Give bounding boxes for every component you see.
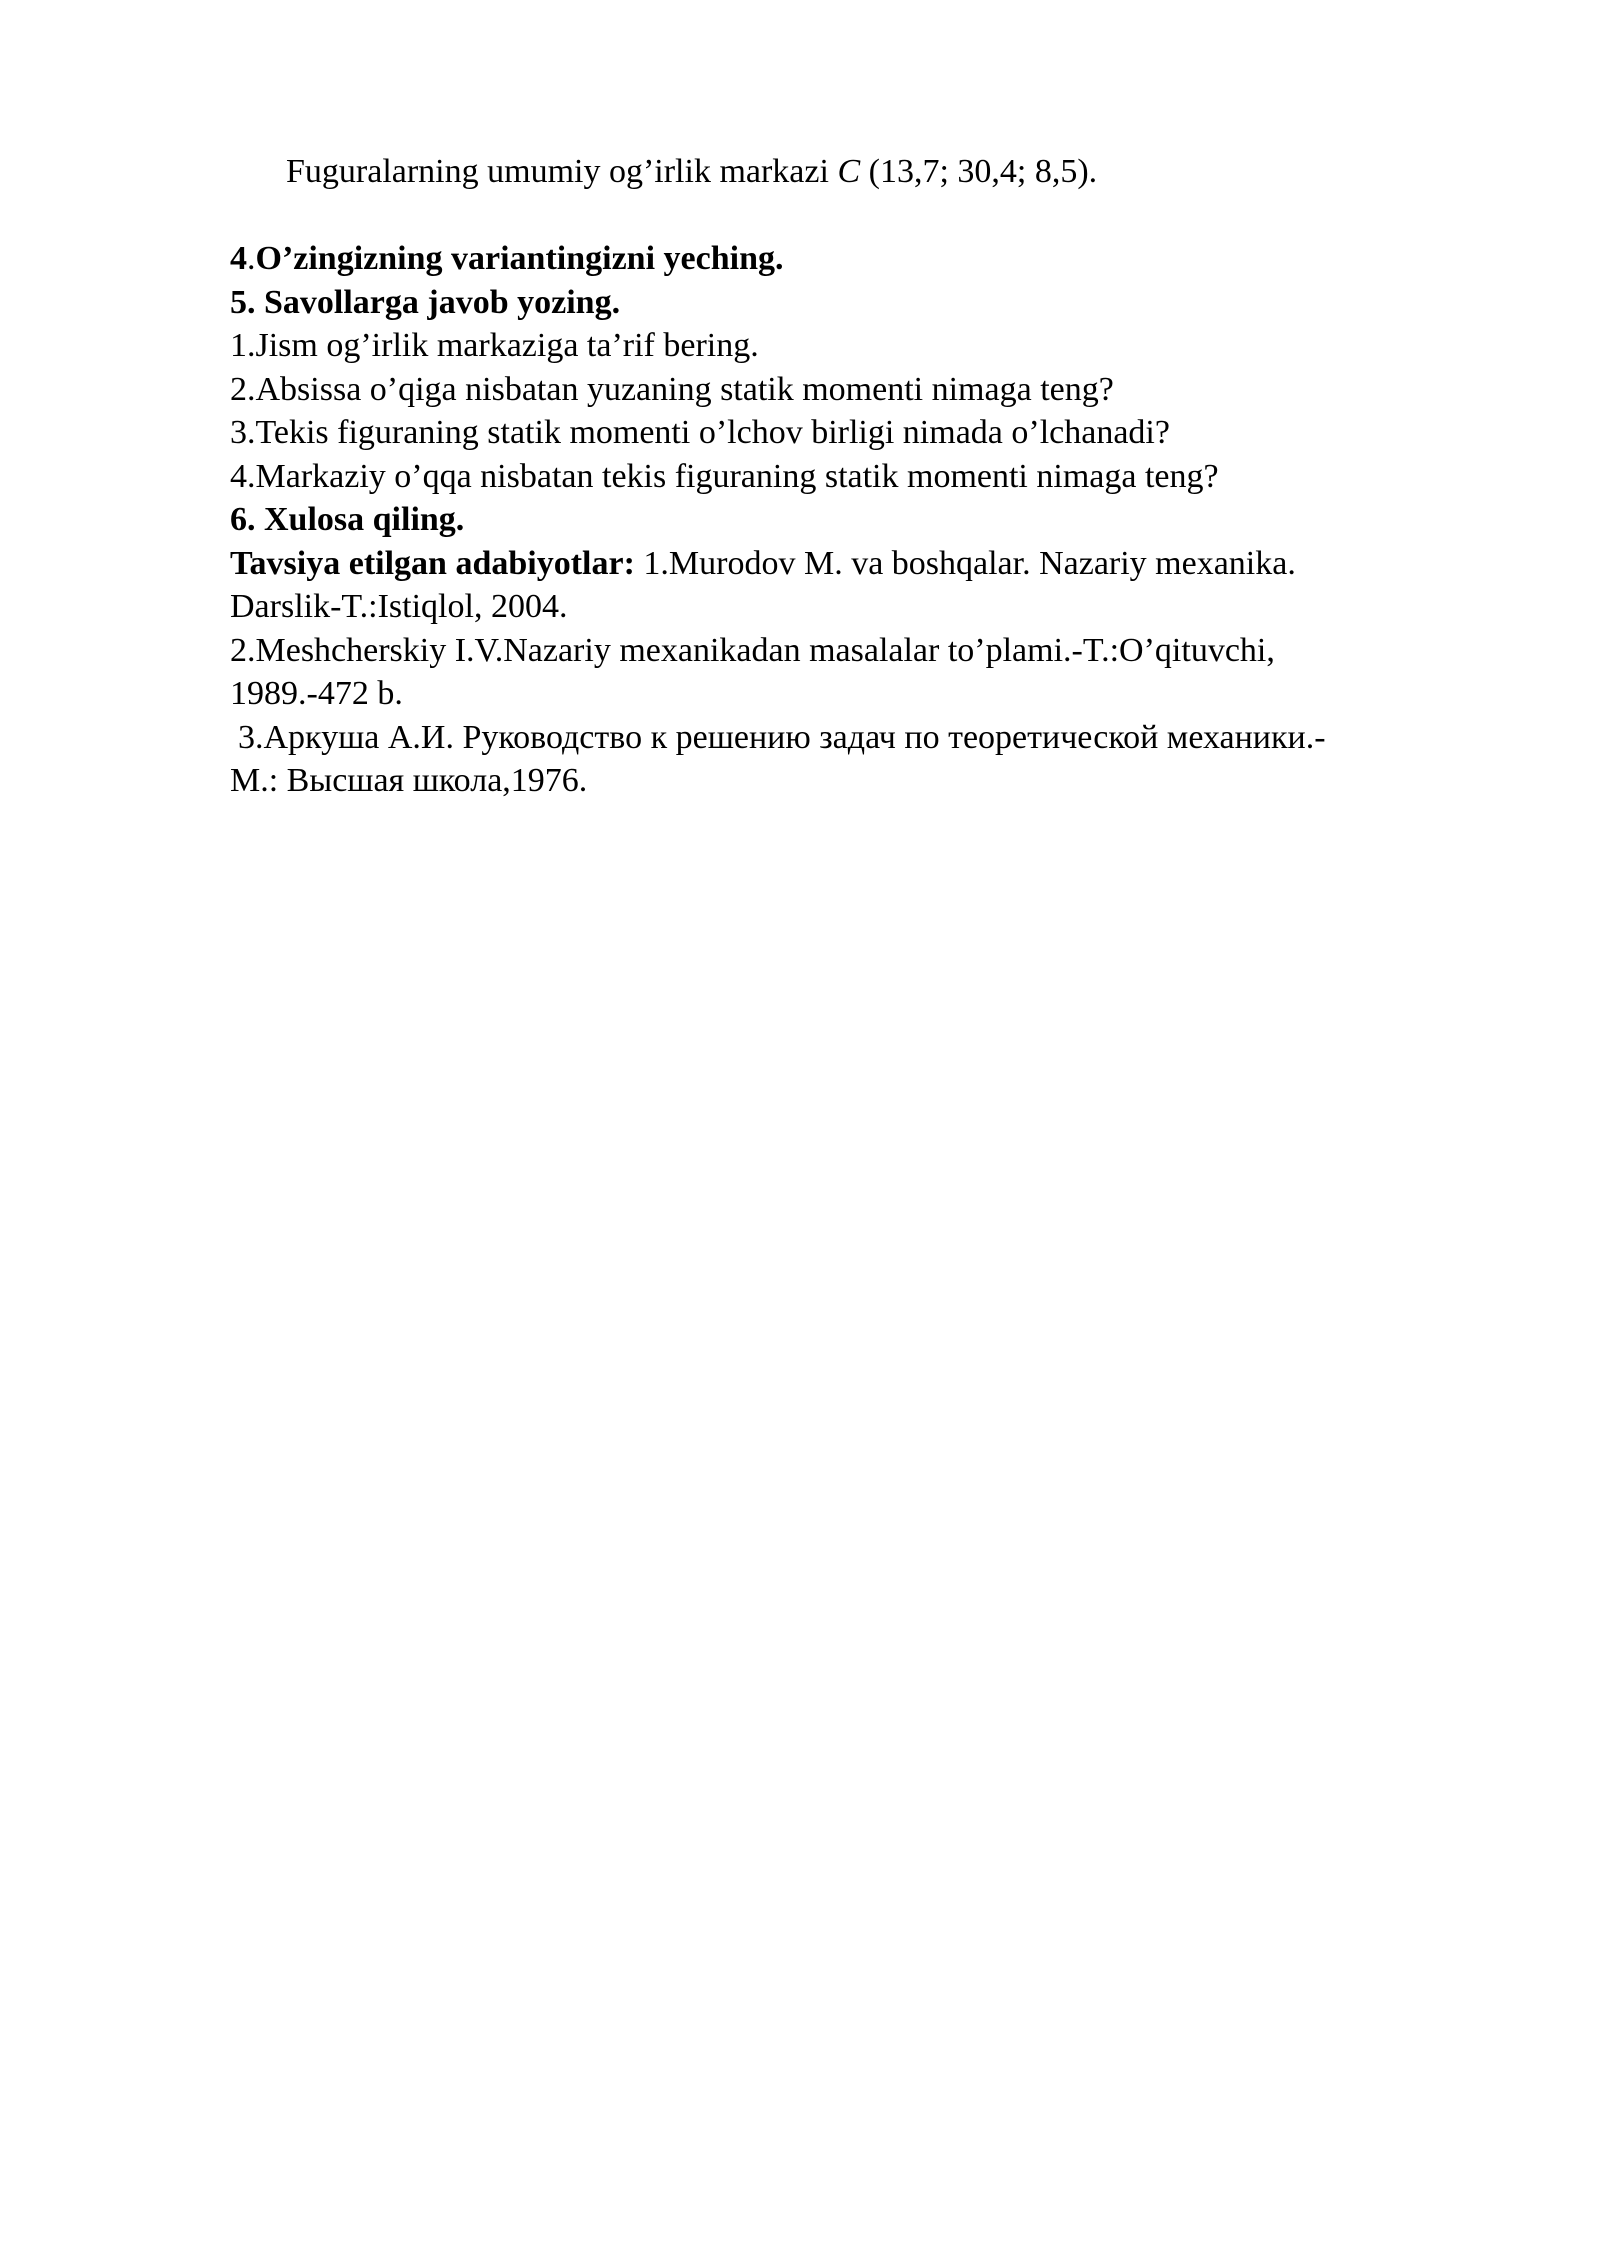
reference-1-part-2: Darslik-T.:Istiqlol, 2004. [230,588,568,625]
spacer [230,194,1480,238]
reference-2-part-2: 1989.-472 b. [230,675,403,712]
centroid-point-label: C [837,153,861,190]
centroid-coordinates: (13,7; 30,4; 8,5). [860,153,1098,190]
centroid-label: Fuguralarning umumiy og’irlik markazi [286,153,838,190]
literature-heading: Tavsiya etilgan adabiyotlar: [230,544,635,582]
task-4-number: 4 [230,240,247,277]
task-4-heading [230,237,1480,281]
reference-3-part-1: 3.Аркуша А.И. Руководство к решению задач по теоретической механики.- [238,718,1326,756]
task-4-text: O’zingizning variantingizni yeching. [255,240,784,277]
literature-first-line [230,542,1480,586]
question-1: 1.Jism og’irlik markaziga ta’rif bering. [230,327,759,364]
question-3: 3.Tekis figuraning statik momenti o’lchov birligi nimada o’lchanadi? [230,414,1170,451]
question-2: 2.Absissa o’qiga nisbatan yuzaning statik momenti nimaga teng? [230,370,1114,408]
page-body [230,150,1480,803]
reference-2-part-1: 2.Meshcherskiy I.V.Nazariy mexanikadan masalalar to’plami.-T.:O’qituvchi, [230,631,1275,669]
reference-3-part-2: М.: Высшая школа,1976. [230,762,588,799]
task-5-heading: 5. Savollarga javob yozing. [230,283,621,321]
centroid-result-line [230,150,1480,194]
task-4-dot: . [247,240,256,277]
reference-1-part-1: 1.Murodov M. va boshqalar. Nazariy mexanika. [634,544,1296,582]
task-6-heading: 6. Xulosa qiling. [230,501,465,538]
question-4: 4.Markaziy o’qqa nisbatan tekis figuraning statik momenti nimaga teng? [230,457,1219,495]
